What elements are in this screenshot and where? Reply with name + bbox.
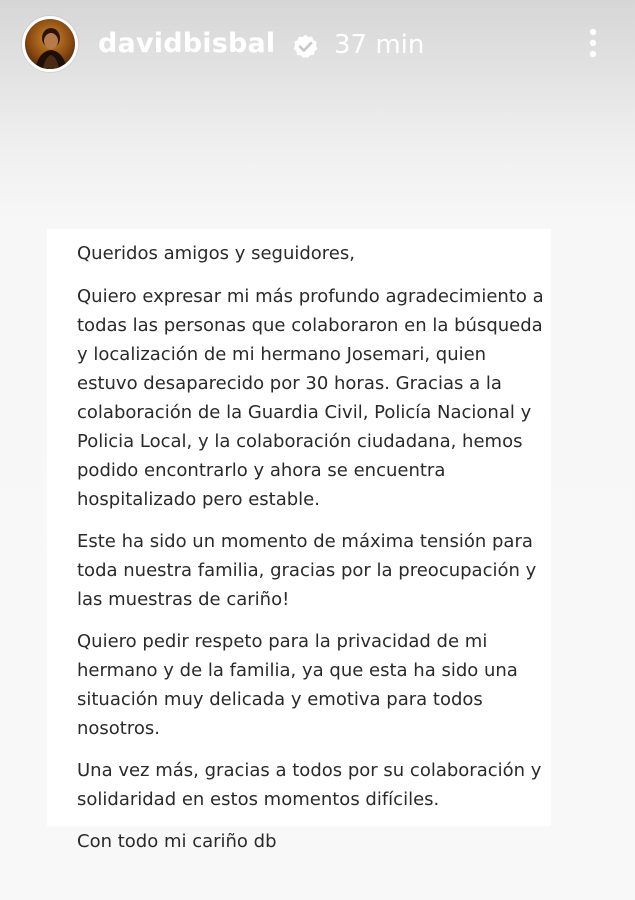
- post-signature: Con todo mi cariño db: [77, 831, 277, 852]
- more-options-icon[interactable]: [580, 24, 606, 64]
- post-paragraph: Quiero expresar mi más profundo agradecimiento a todas las personas que colaboraron en la búsqueda y localización de mi hermano Josemari, quien estuvo desaparecido por 30 horas. Gracias a la colaboración de la Guardia Civil, Policía Nacional y Policia Local, y la colaboración ciudadana, hemos podido encontrarlo y ahora se encuentra hospitalizado pero estable.: [77, 286, 544, 510]
- post-paragraph: Una vez más, gracias a todos por su colaboración y solidaridad en estos momentos difíciles.: [77, 760, 542, 810]
- post-paragraph: Este ha sido un momento de máxima tensión para toda nuestra familia, gracias por la preocupación y las muestras de cariño!: [77, 531, 537, 610]
- verified-badge-icon: [292, 33, 319, 60]
- post-paragraph: Quiero pedir respeto para la privacidad de mi hermano y de la familia, ya que esta ha sido una situación muy delicada y emotiva para todos nosotros.: [77, 631, 518, 739]
- post-time: 37 min: [334, 30, 425, 60]
- username[interactable]: davidbisbal: [98, 28, 276, 59]
- profile-avatar-icon: [25, 19, 75, 69]
- story-header: [0, 0, 635, 90]
- profile-avatar[interactable]: [22, 16, 78, 72]
- story-text-card: [47, 229, 551, 852]
- post-greeting: Queridos amigos y seguidores,: [77, 243, 355, 264]
